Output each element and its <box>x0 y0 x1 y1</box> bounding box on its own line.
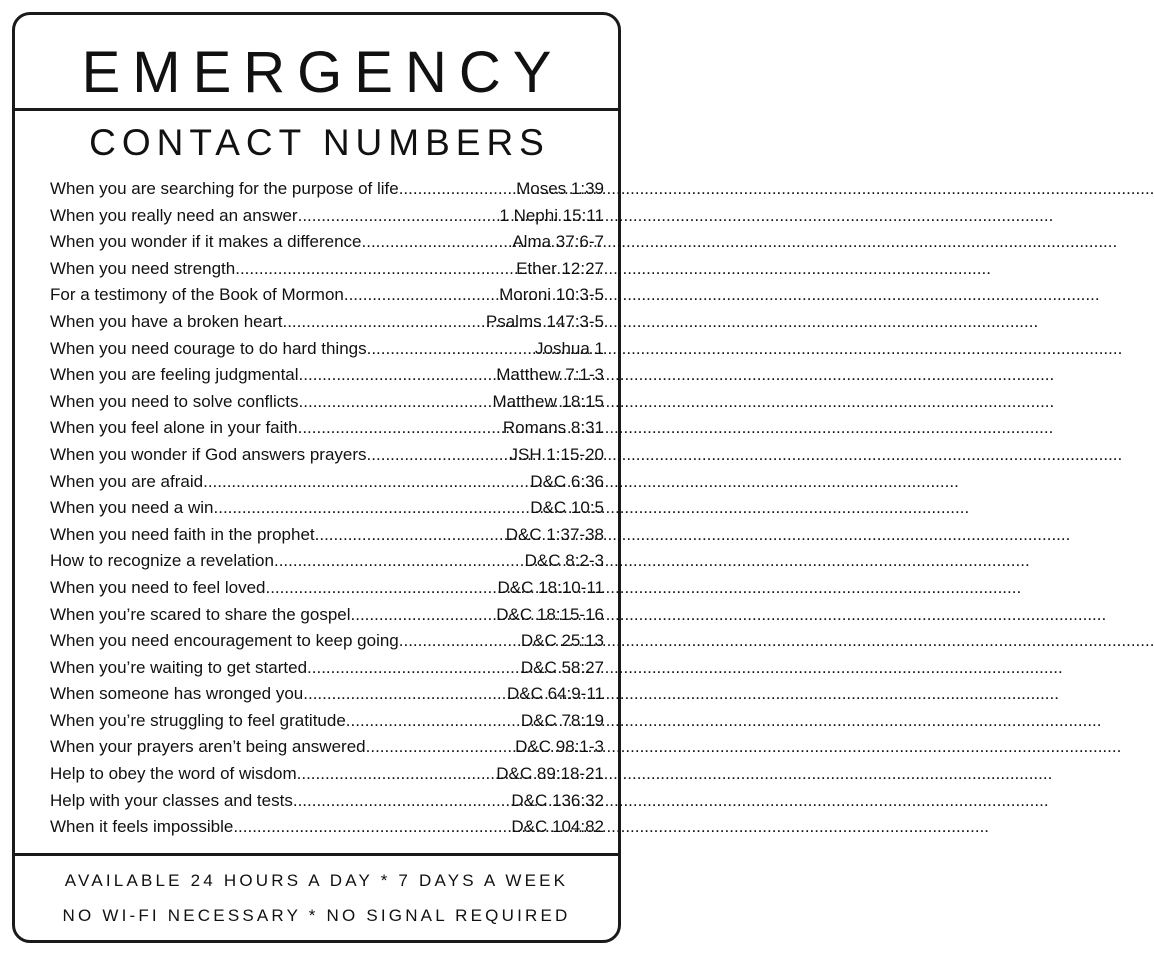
leader-dots <box>282 309 485 336</box>
leader-dots <box>367 336 535 363</box>
scripture-reference: D&C 25:13 <box>520 631 604 651</box>
list-item <box>50 708 604 735</box>
scripture-reference: D&C 136:32 <box>511 790 604 810</box>
leader-dots <box>299 389 493 416</box>
scripture-reference: D&C 18:15-16 <box>496 604 604 624</box>
scripture-reference: D&C 8:2-3 <box>524 551 604 571</box>
list-item <box>50 176 604 203</box>
entry-text: When you need to feel loved <box>50 577 266 597</box>
contact-list <box>50 176 604 841</box>
list-item <box>50 282 604 309</box>
leader-dots <box>274 548 525 575</box>
leader-dots <box>203 469 530 496</box>
leader-dots <box>298 415 503 442</box>
scripture-reference: Psalms 147:3-5 <box>485 311 604 331</box>
list-item <box>50 442 604 469</box>
footer-signal: NO WI-FI NECESSARY * NO SIGNAL REQUIRED <box>62 906 571 925</box>
list-item <box>50 761 604 788</box>
scripture-reference: D&C 98:1-3 <box>515 737 604 757</box>
scripture-reference: D&C 10:5 <box>530 498 604 518</box>
leader-dots <box>315 522 506 549</box>
poster-title: EMERGENCY <box>81 40 564 105</box>
entry-text: When you need strength <box>50 258 236 278</box>
entry-text: When you need courage to do hard things <box>50 338 367 358</box>
leader-dots <box>293 788 512 815</box>
list-item <box>50 788 604 815</box>
scripture-reference: D&C 1:37-38 <box>505 524 604 544</box>
leader-dots <box>362 229 513 256</box>
entry-text: When you feel alone in your faith <box>50 418 298 438</box>
leader-dots <box>235 256 516 283</box>
entry-text: Help with your classes and tests <box>50 790 293 810</box>
list-item <box>50 389 604 416</box>
entry-text: When you’re scared to share the gospel <box>50 604 351 624</box>
entry-text: When you are afraid <box>50 471 204 491</box>
list-item <box>50 495 604 522</box>
entry-text: When you need encouragement to keep going <box>50 631 399 651</box>
leader-dots <box>399 628 521 655</box>
list-item <box>50 602 604 629</box>
list-item <box>50 628 604 655</box>
list-item <box>50 203 604 230</box>
scripture-reference: Joshua 1 <box>535 338 604 358</box>
list-item <box>50 229 604 256</box>
leader-dots <box>214 495 531 522</box>
poster-subtitle: CONTACT NUMBERS <box>89 122 550 163</box>
scripture-reference: D&C 18:10-11 <box>497 577 604 597</box>
leader-dots <box>344 282 499 309</box>
scripture-reference: Moses 1:39 <box>516 179 604 198</box>
scripture-reference: Matthew 7:1-3 <box>496 365 604 385</box>
leader-dots <box>366 734 516 761</box>
scripture-reference: D&C 6:36 <box>530 471 604 491</box>
list-item <box>50 415 604 442</box>
list-item <box>50 655 604 682</box>
entry-text: When your prayers aren’t being answered <box>50 737 366 757</box>
title-divider <box>15 108 618 111</box>
leader-dots <box>297 761 497 788</box>
list-item <box>50 548 604 575</box>
entry-text: For a testimony of the Book of Mormon <box>50 285 344 305</box>
entry-text: When someone has wronged you <box>50 684 304 704</box>
entry-text: When you need a win <box>50 498 214 518</box>
leader-dots <box>399 176 516 203</box>
footer-divider <box>15 853 618 856</box>
entry-text: When you are feeling judgmental <box>50 365 299 385</box>
leader-dots <box>298 203 500 230</box>
scripture-reference: Ether 12:27 <box>516 258 604 278</box>
scripture-reference: 1 Nephi 15:11 <box>499 205 604 225</box>
entry-text: When you need faith in the prophet <box>50 524 315 544</box>
list-item <box>50 522 604 549</box>
list-item <box>50 336 604 363</box>
scripture-reference: D&C 78:19 <box>520 710 604 730</box>
entry-text: When it feels impossible <box>50 817 234 837</box>
footer-availability: AVAILABLE 24 HOURS A DAY * 7 DAYS A WEEK <box>64 871 569 890</box>
list-item <box>50 814 604 841</box>
scripture-reference: D&C 89:18-21 <box>496 764 604 784</box>
entry-text: When you really need an answer <box>50 205 298 225</box>
poster-card <box>12 12 621 943</box>
scripture-reference: D&C 58:27 <box>520 657 604 677</box>
leader-dots <box>303 681 507 708</box>
list-item <box>50 309 604 336</box>
leader-dots <box>307 655 521 682</box>
scripture-reference: D&C 64:9-11 <box>506 684 604 704</box>
entry-text: When you wonder if it makes a difference <box>50 232 362 252</box>
leader-dots <box>299 362 497 389</box>
entry-text: When you wonder if God answers prayers <box>50 444 367 464</box>
list-item <box>50 575 604 602</box>
leader-dots <box>265 575 497 602</box>
entry-text: When you have a broken heart <box>50 311 283 331</box>
entry-text: How to recognize a revelation <box>50 551 274 571</box>
entry-text: When you’re waiting to get started <box>50 657 308 677</box>
scripture-reference: JSH 1:15-20 <box>509 444 604 464</box>
list-item <box>50 362 604 389</box>
list-item <box>50 734 604 761</box>
list-item <box>50 469 604 496</box>
scripture-reference: D&C 104:82 <box>511 817 604 837</box>
entry-text: When you are searching for the purpose of life <box>50 179 399 198</box>
entry-text: Help to obey the word of wisdom <box>50 764 297 784</box>
leader-dots <box>367 442 510 469</box>
list-item <box>50 256 604 283</box>
entry-text: When you’re struggling to feel gratitude <box>50 710 346 730</box>
leader-dots <box>233 814 511 841</box>
scripture-reference: Alma 37:6-7 <box>512 232 604 252</box>
scripture-reference: Romans 8:31 <box>502 418 604 438</box>
leader-dots <box>351 602 497 629</box>
scripture-reference: Moroni 10:3-5 <box>499 285 604 305</box>
leader-dots <box>346 708 521 735</box>
entry-text: When you need to solve conflicts <box>50 391 299 411</box>
list-item <box>50 681 604 708</box>
scripture-reference: Matthew 18:15 <box>492 391 604 411</box>
